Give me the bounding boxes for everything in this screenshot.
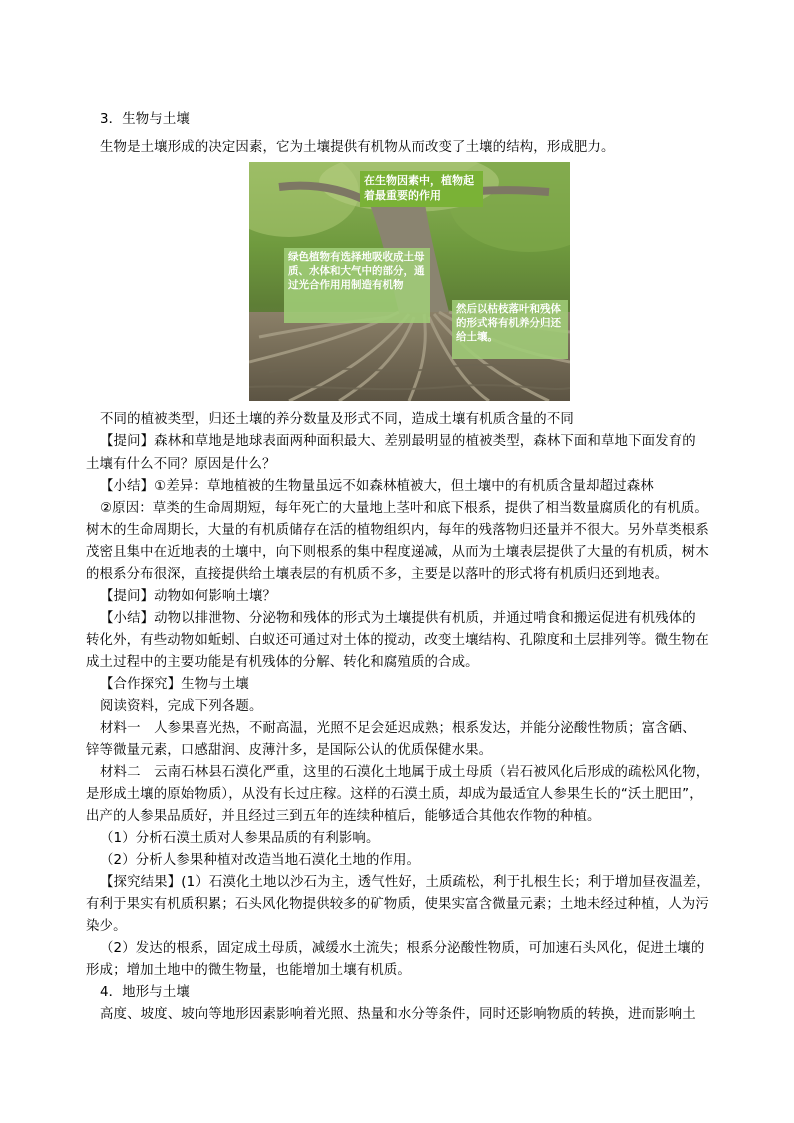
paragraph-line: 【探究结果】(1）石漠化土地以沙石为主，透气性好，土质疏松，利于扎根生长；利于增加昼夜温差， <box>100 875 710 890</box>
paragraph-line: 【提问】森林和草地是地球表面两种面积最大、差别最明显的植被类型，森林下面和草地下面发育的 <box>100 434 696 449</box>
paragraph-line: 成土过程中的主要功能是有机残体的分解、转化和腐殖质的合成。 <box>86 655 479 670</box>
paragraph-line: 材料二 云南石林县石漠化严重，这里的石漠化土地属于成土母质（岩石被风化后形成的疏松风化物， <box>100 765 710 780</box>
paragraph-line: 转化外，有些动物如蚯蚓、白蚁还可通过对土体的搅动，改变土壤结构、孔隙度和土层排列等。微生物在 <box>86 633 709 648</box>
paragraph-line: 的根系分布很深，直接提供给土壤表层的有机质不多，主要是以落叶的形式将有机质归还到地表。 <box>86 567 669 582</box>
paragraph-line: 高度、坡度、坡向等地形因素影响着光照、热量和水分等条件，同时还影响物质的转换，进而影响土 <box>100 1007 696 1022</box>
paragraph-line: 树木的生命周期长，大量的有机质储存在活的植物组织内，每年的残落物归还量并不很大。另外草类根系 <box>86 523 709 538</box>
paragraph-line: （2）发达的根系，固定成土母质，减缓水土流失；根系分泌酸性物质，可加速石头风化，促进土壤的 <box>100 941 705 956</box>
paragraph-line: 【提问】动物如何影响土壤？ <box>100 589 277 604</box>
paragraph-line: 有利于果实有机质积累；石头风化物提供较多的矿物质，使果实富含微量元素；土地未经过种植，人为污 <box>86 897 709 912</box>
paragraph-line: 是形成土壤的原始物质），从没有长过庄稼。这样的石漠土质，却成为最适宜人参果生长的“沃土肥田”， <box>86 787 703 802</box>
paragraph-line: 材料一 人参果喜光热，不耐高温，光照不足会延迟成熟；根系发达，并能分泌酸性物质；富含硒、 <box>100 721 696 736</box>
section-heading-biology-soil: 3．生物与土壤 <box>100 112 190 127</box>
paragraph-line: 茂密且集中在近地表的土壤中，向下则根系的集中程度递减，从而为土壤表层提供了大量的有机质，树木 <box>86 545 709 560</box>
paragraph-line: 阅读资料，完成下列各题。 <box>100 699 263 714</box>
paragraph-line: 【小结】动物以排泄物、分泌物和残体的形式为土壤提供有机质，并通过啃食和搬运促进有机残体的 <box>100 611 696 626</box>
paragraph-line: 【小结】①差异：草地植被的生物量虽远不如森林植被大，但土壤中的有机质含量却超过森林 <box>100 479 654 494</box>
question-2: （2）分析人参果种植对改造当地石漠化土地的作用。 <box>100 853 421 868</box>
section-intro: 生物是土壤形成的决定因素，它为土壤提供有机物从而改变了土壤的结构，形成肥力。 <box>100 140 615 155</box>
paragraph-line: 不同的植被类型，归还土壤的养分数量及形式不同，造成土壤有机质含量的不同 <box>100 412 574 427</box>
callout-photosynthesis: 绿色植物有选择地吸收成土母质、水体和大气中的部分，通过光合作用用制造有机物 <box>284 248 430 323</box>
section-heading-landform-soil: 4．地形与土壤 <box>100 985 190 1000</box>
paragraph-line: ②原因：草类的生命周期短，每年死亡的大量地上茎叶和底下根系，提供了相当数量腐质化的有机质。 <box>100 501 708 516</box>
paragraph-line: 土壤有什么不同？原因是什么？ <box>86 457 276 472</box>
paragraph-line: 出产的人参果品质好，并且经过三到五年的连续种植后，能够适合其他农作物的种植。 <box>86 809 601 824</box>
banyan-tree-roots-photo <box>249 162 570 401</box>
callout-plants-most-important: 在生物因素中，植物起着最重要的作用 <box>360 171 483 207</box>
paragraph-line: 锌等微量元素，口感甜润、皮薄汁多，是国际公认的优质保健水果。 <box>86 743 493 758</box>
paragraph-line: 染少。 <box>86 919 127 934</box>
question-1: （1）分析石漠土质对人参果品质的有利影响。 <box>100 831 380 846</box>
callout-return-nutrients: 然后以枯枝落叶和残体的形式将有机养分归还给土壤。 <box>452 300 568 359</box>
paragraph-line: 【合作探究】生物与土壤 <box>100 677 249 692</box>
paragraph-line: 形成；增加土地中的微生物量，也能增加土壤有机质。 <box>86 963 411 978</box>
